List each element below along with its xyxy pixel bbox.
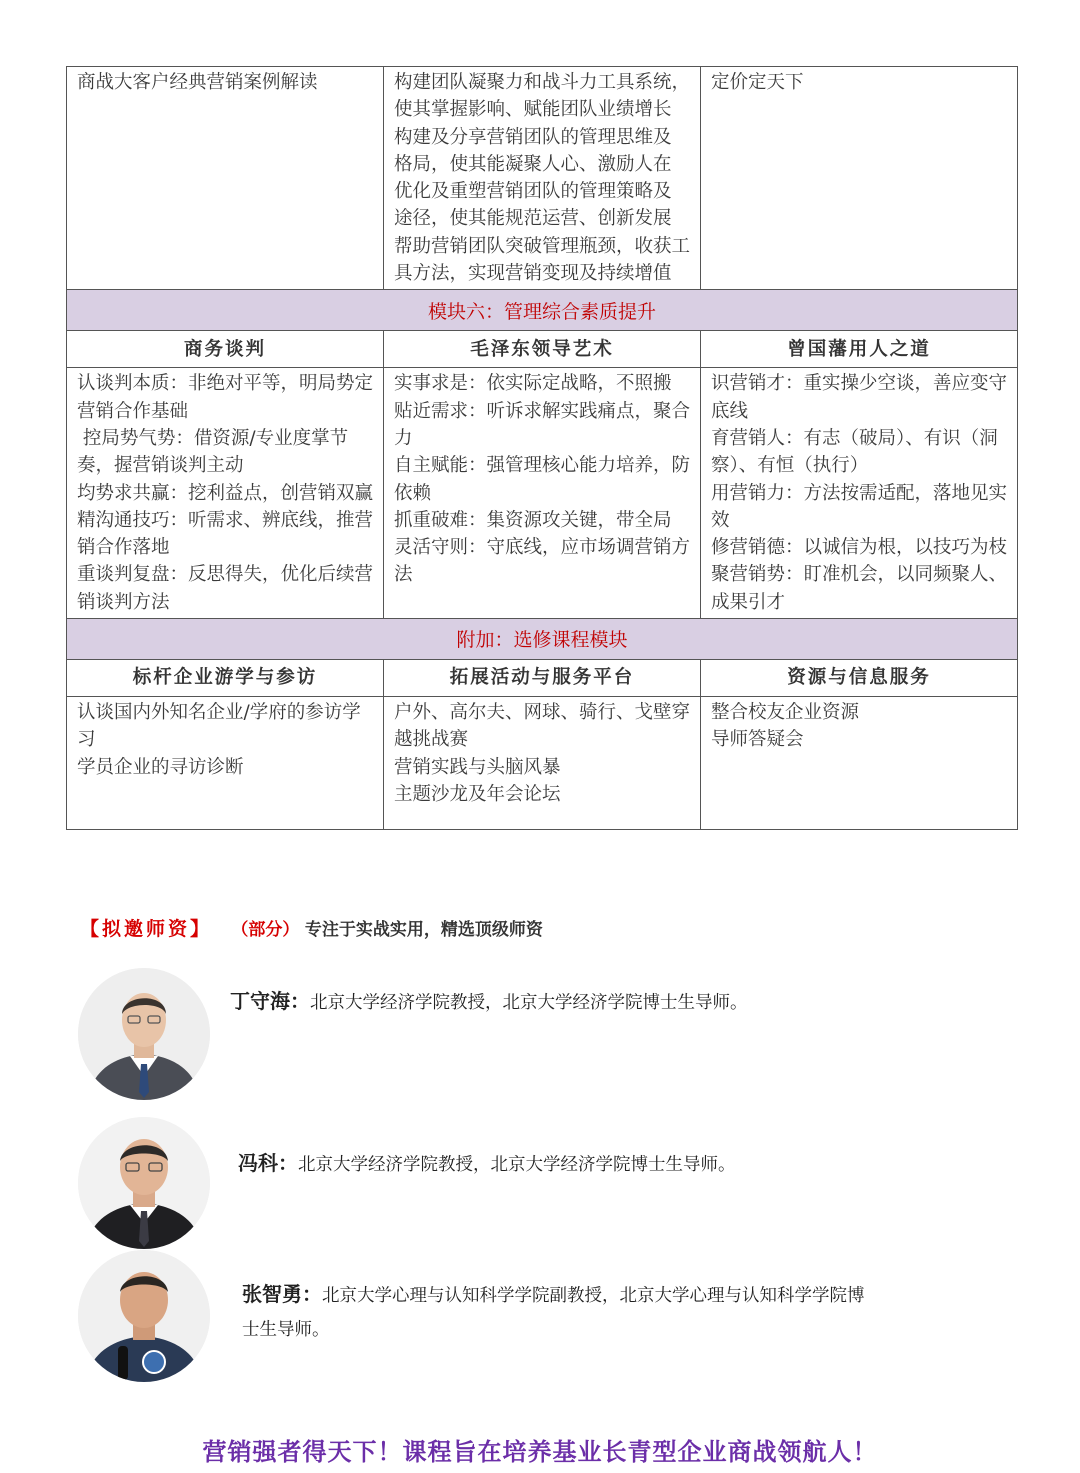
cell-line: 法 [394, 564, 413, 586]
cell-line: 途径，使其能规范运营、创新发展 [394, 208, 672, 230]
cell-line: 户外、高尔夫、网球、骑行、戈壁穿 [394, 702, 691, 724]
cell-line: 主题沙龙及年会论坛 [394, 783, 561, 805]
avatar [78, 1250, 210, 1382]
teacher-info [238, 1146, 736, 1182]
cell-line: 底线 [711, 400, 749, 422]
cell-line: 抓重破难：集资源攻关键，带全局 [394, 509, 672, 531]
table-cell [384, 368, 701, 619]
table-cell [67, 67, 384, 290]
cell-line: 育营销人：有志（破局）、有识（洞 [711, 427, 998, 449]
table-cell [384, 697, 701, 830]
teacher-name: 丁守海： [230, 989, 310, 1013]
teacher-info [242, 1277, 865, 1347]
cell-line: 构建团队凝聚力和战斗力工具系统， [394, 72, 691, 93]
table-cell [701, 67, 1018, 290]
table-row [67, 67, 1018, 290]
teacher-desc-cont: 士生导师。 [242, 1320, 330, 1340]
faculty-title: 【拟邀师资】 [80, 918, 213, 940]
cell-line: 格局，使其能凝聚人心、激励人在 [394, 153, 672, 175]
cell-line: 察）、有恒（执行） [711, 455, 869, 477]
cell-line: 营销实践与头脑风暴 [394, 756, 561, 778]
module-title: 模块六：管理综合素质提升 [67, 290, 1018, 331]
cell-line: 优化及重塑营销团队的管理策略及 [394, 181, 672, 203]
module-row [67, 619, 1018, 660]
table-row [67, 697, 1018, 830]
cell-line: 导师答疑会 [711, 729, 804, 751]
cell-line: 控局势气势：借资源/专业度掌节 [77, 427, 349, 449]
cell-line: 整合校友企业资源 [711, 702, 860, 724]
table-row [67, 368, 1018, 619]
cell-line: 越挑战赛 [394, 729, 469, 751]
cell-line: 构建及分享营销团队的管理思维及 [394, 126, 672, 148]
avatar [78, 968, 210, 1100]
table-cell [701, 368, 1018, 619]
table-cell [67, 697, 384, 830]
column-header: 商务谈判 [67, 331, 384, 368]
column-header: 资源与信息服务 [701, 660, 1018, 697]
teacher-name: 张智勇： [242, 1282, 322, 1306]
cell-line: 认谈国内外知名企业/学府的参访学 [77, 702, 361, 724]
avatar [78, 1117, 210, 1249]
cell-line: 贴近需求：听诉求解实践痛点，聚合 [394, 400, 691, 422]
cell-line: 习 [77, 729, 96, 751]
cell-line: 重谈判复盘：反思得失，优化后续营 [77, 564, 374, 586]
cell-line: 销谈判方法 [77, 591, 170, 613]
course-table [66, 66, 1018, 830]
column-header: 标杆企业游学与参访 [67, 660, 384, 697]
column-header: 拓展活动与服务平台 [384, 660, 701, 697]
module-title: 附加：选修课程模块 [67, 619, 1018, 660]
column-header: 曾国藩用人之道 [701, 331, 1018, 368]
header-row [67, 331, 1018, 368]
slogan: 营销强者得天下！课程旨在培养基业长青型企业商战领航人！ [202, 1438, 878, 1466]
cell-line: 聚营销势：盯准机会，以同频聚人、 [711, 564, 1008, 586]
cell-line: 商战大客户经典营销案例解读 [77, 72, 318, 93]
teacher-desc: 北京大学经济学院教授，北京大学经济学院博士生导师。 [310, 993, 748, 1013]
cell-line: 识营销才：重实操少空谈，善应变守 [711, 373, 1008, 395]
cell-line: 灵活守则：守底线，应市场调营销方 [394, 537, 691, 559]
cell-line: 具方法，实现营销变现及持续增值 [394, 263, 672, 285]
cell-line: 力 [394, 427, 413, 449]
cell-line: 实事求是：依实际定战略，不照搬 [394, 373, 672, 395]
teacher-desc: 北京大学经济学院教授，北京大学经济学院博士生导师。 [298, 1155, 736, 1175]
cell-line: 依赖 [394, 482, 432, 504]
table-cell [67, 368, 384, 619]
cell-line: 自主赋能：强管理核心能力培养，防 [394, 455, 691, 477]
cell-line: 效 [711, 509, 730, 531]
cell-line: 营销合作基础 [77, 400, 189, 422]
cell-line: 帮助营销团队突破管理瓶颈，收获工 [394, 235, 691, 257]
cell-line: 定价定天下 [711, 72, 804, 93]
cell-line: 均势求共赢：挖利益点，创营销双赢 [77, 482, 374, 504]
cell-line: 成果引才 [711, 591, 786, 613]
cell-line: 销合作落地 [77, 537, 170, 559]
faculty-subtitle: （部分） [231, 920, 300, 940]
cell-line: 使其掌握影响、赋能团队业绩增长 [394, 99, 672, 121]
teacher-name: 冯科： [238, 1151, 298, 1175]
cell-line: 学员企业的寻访诊断 [77, 756, 244, 778]
header-row [67, 660, 1018, 697]
column-header: 毛泽东领导艺术 [384, 331, 701, 368]
cell-line: 修营销德：以诚信为根，以技巧为枝 [711, 537, 1008, 559]
cell-line: 精沟通技巧：听需求、辨底线，推营 [77, 509, 374, 531]
table-cell [384, 67, 701, 290]
faculty-tagline: 专注于实战实用，精选顶级师资 [304, 920, 543, 940]
teacher-desc: 北京大学心理与认知科学学院副教授，北京大学心理与认知科学学院博 [322, 1286, 865, 1306]
cell-line: 用营销力：方法按需适配，落地见实 [711, 482, 1008, 504]
table-cell [701, 697, 1018, 830]
cell-line: 认谈判本质：非绝对平等，明局势定 [77, 373, 374, 395]
faculty-heading [80, 914, 543, 941]
cell-line: 奏，握营销谈判主动 [77, 455, 244, 477]
teacher-info [230, 984, 748, 1020]
module-row [67, 290, 1018, 331]
